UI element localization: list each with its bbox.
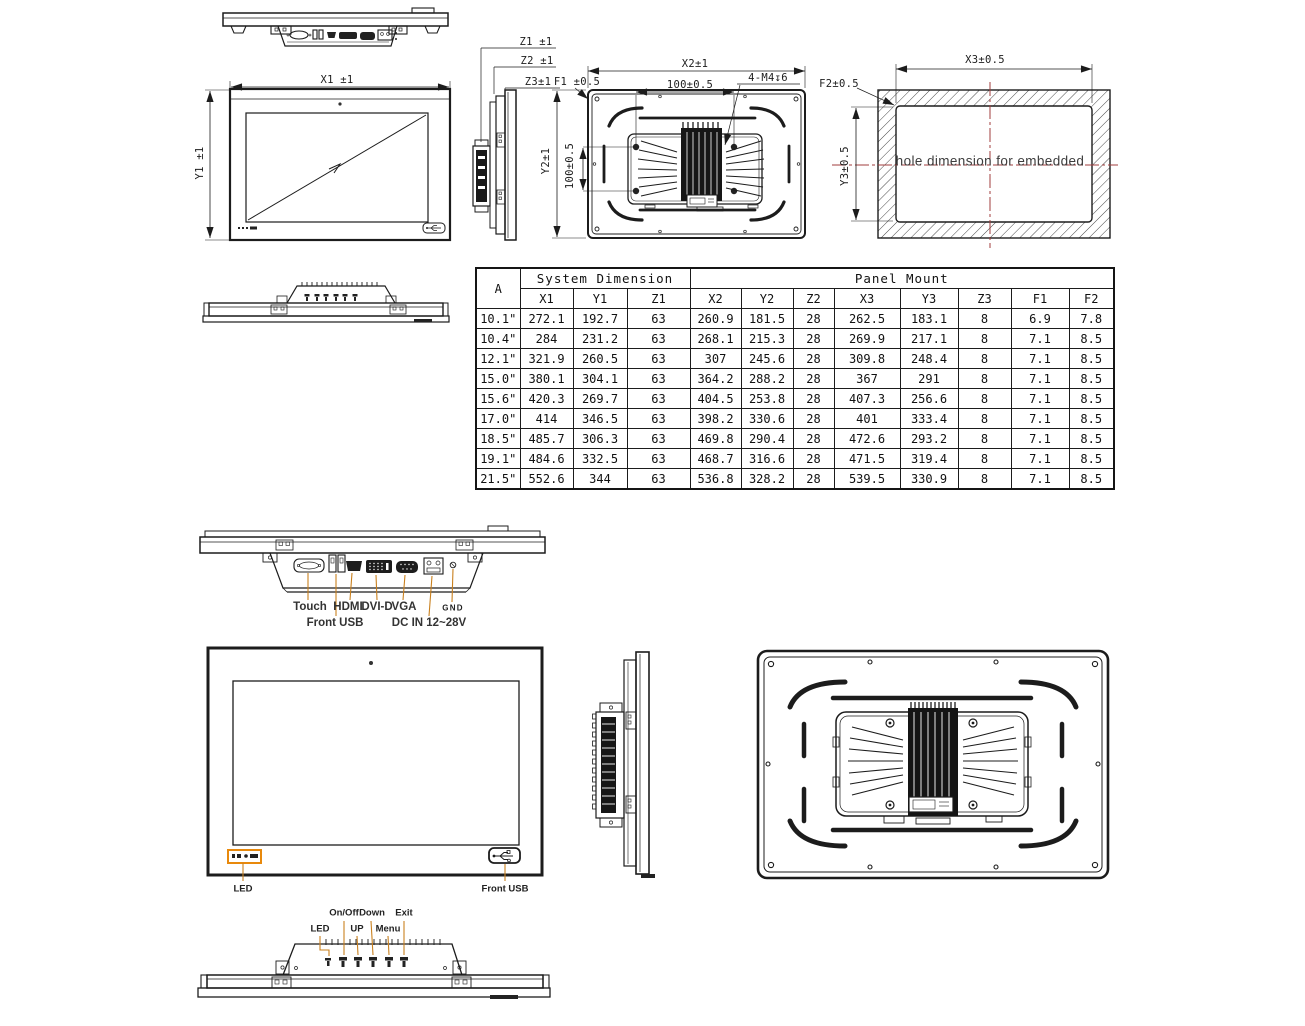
table-cell: 260.5 <box>573 349 627 369</box>
table-cell: 63 <box>627 369 690 389</box>
table-cell: 8.5 <box>1069 429 1114 449</box>
row-size-cell: 15.0" <box>476 369 520 389</box>
port-label-dvi: DVI-D <box>361 601 393 613</box>
front-usb-ports <box>329 555 345 572</box>
table-cell: 28 <box>793 369 834 389</box>
table-cell: 7.1 <box>1011 469 1069 490</box>
table-cell: 181.5 <box>741 309 793 329</box>
dim-label-vesa-v: 100±0.5 <box>564 142 576 190</box>
table-row <box>476 389 1114 409</box>
hdmi-port <box>346 561 362 571</box>
gnd-screw <box>450 562 456 568</box>
table-cell: 367 <box>834 369 900 389</box>
table-cell: 269.7 <box>573 389 627 409</box>
table-row <box>476 469 1114 490</box>
port-label-front-usb: Front USB <box>306 617 364 629</box>
table-cell: 28 <box>793 429 834 449</box>
table-cell: 262.5 <box>834 309 900 329</box>
table-cell: 28 <box>793 449 834 469</box>
side-view-bottom-drawing <box>593 652 656 878</box>
dim-label-x2: X2±1 <box>681 58 709 70</box>
column-header-y1: Y1 <box>573 289 627 309</box>
table-cell: 484.6 <box>520 449 573 469</box>
dvi-port <box>366 560 392 573</box>
table-cell: 471.5 <box>834 449 900 469</box>
table-cell: 7.1 <box>1011 409 1069 429</box>
row-size-cell: 10.1" <box>476 309 520 329</box>
table-cell: 552.6 <box>520 469 573 490</box>
table-cell: 7.1 <box>1011 329 1069 349</box>
table-cell: 253.8 <box>741 389 793 409</box>
table-cell: 8 <box>958 409 1011 429</box>
column-header-z2: Z2 <box>793 289 834 309</box>
table-cell: 404.5 <box>690 389 741 409</box>
table-cell: 288.2 <box>741 369 793 389</box>
dim-label-y3: Y3±0.5 <box>839 146 851 186</box>
table-cell: 8 <box>958 449 1011 469</box>
dim-label-z1: Z1 ±1 <box>519 36 553 48</box>
table-cell: 6.9 <box>1011 309 1069 329</box>
port-label-dc-in: DC IN 12~28V <box>391 617 467 629</box>
port-label-hdmi: HDMI <box>333 601 363 613</box>
column-header-z1: Z1 <box>627 289 690 309</box>
table-cell: 7.1 <box>1011 449 1069 469</box>
row-size-cell: 12.1" <box>476 349 520 369</box>
front-view-top-drawing <box>205 81 450 240</box>
led-indicator-box <box>228 850 261 863</box>
table-cell: 407.3 <box>834 389 900 409</box>
table-body <box>476 309 1114 490</box>
dc-in-terminal <box>424 558 443 574</box>
table-cell: 7.1 <box>1011 369 1069 389</box>
table-cell: 8.5 <box>1069 469 1114 490</box>
dim-label-y1: Y1 ±1 <box>194 146 206 180</box>
table-cell: 63 <box>627 469 690 490</box>
dim-label-z2: Z2 ±1 <box>520 55 554 67</box>
table-subheader-row <box>476 289 1114 309</box>
light-sensor-dot <box>369 661 373 665</box>
table-cell: 8 <box>958 429 1011 449</box>
table-cell: 8 <box>958 469 1011 490</box>
table-cell: 8.5 <box>1069 449 1114 469</box>
table-cell: 256.6 <box>900 389 958 409</box>
column-header-x3: X3 <box>834 289 900 309</box>
rear-view-top-drawing <box>552 66 805 238</box>
table-row <box>476 309 1114 329</box>
table-row <box>476 349 1114 369</box>
table-cell: 316.6 <box>741 449 793 469</box>
table-cell: 364.2 <box>690 369 741 389</box>
rear-view-bottom-drawing <box>758 651 1108 878</box>
table-cell: 8.5 <box>1069 329 1114 349</box>
dimension-table <box>475 267 1115 490</box>
table-cell: 63 <box>627 429 690 449</box>
column-header-y3: Y3 <box>900 289 958 309</box>
table-cell: 536.8 <box>690 469 741 490</box>
table-cell: 63 <box>627 329 690 349</box>
table-cell: 344 <box>573 469 627 490</box>
table-cell: 330.6 <box>741 409 793 429</box>
table-cell: 304.1 <box>573 369 627 389</box>
group-header-system-dimension: System Dimension <box>520 268 690 289</box>
table-cell: 472.6 <box>834 429 900 449</box>
table-cell: 183.1 <box>900 309 958 329</box>
table-cell: 63 <box>627 409 690 429</box>
table-cell: 28 <box>793 329 834 349</box>
osd-view-drawing <box>198 921 550 999</box>
table-cell: 8.5 <box>1069 409 1114 429</box>
bottom-view-top-drawing <box>223 8 448 46</box>
table-cell: 7.8 <box>1069 309 1114 329</box>
table-cell: 8.5 <box>1069 389 1114 409</box>
row-size-cell: 18.5" <box>476 429 520 449</box>
table-cell: 414 <box>520 409 573 429</box>
table-cell: 401 <box>834 409 900 429</box>
osd-label-on-off: On/Off <box>329 907 359 919</box>
led-indicator-marks <box>238 227 257 230</box>
table-cell: 346.5 <box>573 409 627 429</box>
osd-buttons <box>325 957 408 967</box>
front-leader-lines <box>243 863 505 881</box>
osd-buttons-small <box>305 294 358 301</box>
table-cell: 8 <box>958 349 1011 369</box>
top-view-drawing <box>203 282 449 322</box>
row-size-cell: 19.1" <box>476 449 520 469</box>
column-header-f1: F1 <box>1011 289 1069 309</box>
table-cell: 328.2 <box>741 469 793 490</box>
port-label-touch: Touch <box>293 601 327 613</box>
table-cell: 28 <box>793 349 834 369</box>
table-cell: 192.7 <box>573 309 627 329</box>
osd-label-menu: Menu <box>375 923 401 935</box>
table-cell: 420.3 <box>520 389 573 409</box>
table-row <box>476 429 1114 449</box>
row-size-cell: 10.4" <box>476 329 520 349</box>
table-cell: 485.7 <box>520 429 573 449</box>
table-cell: 8 <box>958 369 1011 389</box>
front-label-front-usb: Front USB <box>481 883 529 895</box>
table-cell: 7.1 <box>1011 429 1069 449</box>
table-cell: 215.3 <box>741 329 793 349</box>
dim-label-vesa-h: 100±0.5 <box>666 79 714 91</box>
table-cell: 28 <box>793 309 834 329</box>
table-cell: 268.1 <box>690 329 741 349</box>
table-cell: 28 <box>793 389 834 409</box>
dim-label-z3: Z3±1 <box>524 76 552 88</box>
table-cell: 8.5 <box>1069 349 1114 369</box>
touch-port <box>294 559 324 572</box>
table-cell: 7.1 <box>1011 349 1069 369</box>
table-cell: 468.7 <box>690 449 741 469</box>
table-cell: 380.1 <box>520 369 573 389</box>
table-cell: 231.2 <box>573 329 627 349</box>
table-cell: 8 <box>958 309 1011 329</box>
table-cell: 260.9 <box>690 309 741 329</box>
column-header-f2: F2 <box>1069 289 1114 309</box>
dim-label-f1: F1 ±0.5 <box>553 76 601 88</box>
table-cell: 539.5 <box>834 469 900 490</box>
table-cell: 63 <box>627 389 690 409</box>
table-cell: 321.9 <box>520 349 573 369</box>
osd-label-down: Down <box>359 907 385 919</box>
table-cell: 284 <box>520 329 573 349</box>
dim-label-f2: F2±0.5 <box>819 78 859 90</box>
table-cell: 63 <box>627 309 690 329</box>
table-cell: 28 <box>793 469 834 490</box>
column-header-x1: X1 <box>520 289 573 309</box>
dim-label-thread: 4-M4↧6 <box>748 72 788 84</box>
port-label-gnd: GND <box>442 603 464 613</box>
row-size-cell: 15.6" <box>476 389 520 409</box>
table-cell: 309.8 <box>834 349 900 369</box>
row-size-cell: 21.5" <box>476 469 520 490</box>
column-header-z3: Z3 <box>958 289 1011 309</box>
table-group-header-row <box>476 268 1114 289</box>
table-cell: 332.5 <box>573 449 627 469</box>
front-view-bottom-drawing <box>208 648 542 881</box>
column-header-x2: X2 <box>690 289 741 309</box>
osd-label-up: UP <box>350 923 364 935</box>
port-label-vga: VGA <box>391 601 417 613</box>
table-cell: 8 <box>958 389 1011 409</box>
row-size-cell: 17.0" <box>476 409 520 429</box>
corner-header: A <box>476 268 520 309</box>
table-cell: 269.9 <box>834 329 900 349</box>
table-row <box>476 369 1114 389</box>
usb-icon <box>423 223 445 233</box>
group-header-panel-mount: Panel Mount <box>690 268 1114 289</box>
osd-label-led: LED <box>310 923 330 935</box>
table-row <box>476 329 1114 349</box>
table-cell: 7.1 <box>1011 389 1069 409</box>
table-cell: 293.2 <box>900 429 958 449</box>
dim-label-x3: X3±0.5 <box>965 54 1005 66</box>
table-cell: 307 <box>690 349 741 369</box>
table-cell: 63 <box>627 449 690 469</box>
table-cell: 217.1 <box>900 329 958 349</box>
table-cell: 8.5 <box>1069 369 1114 389</box>
table-cell: 248.4 <box>900 349 958 369</box>
table-row <box>476 409 1114 429</box>
table-cell: 291 <box>900 369 958 389</box>
osd-label-exit: Exit <box>395 907 413 919</box>
dim-label-x1: X1 ±1 <box>320 74 354 86</box>
table-cell: 319.4 <box>900 449 958 469</box>
front-label-led: LED <box>233 883 253 895</box>
table-cell: 28 <box>793 409 834 429</box>
vga-port <box>396 561 418 573</box>
table-row <box>476 449 1114 469</box>
table-cell: 306.3 <box>573 429 627 449</box>
front-usb-icon <box>489 848 520 863</box>
table-cell: 272.1 <box>520 309 573 329</box>
cutout-caption: hole dimension for embedded <box>895 153 1085 169</box>
table-cell: 245.6 <box>741 349 793 369</box>
column-header-y2: Y2 <box>741 289 793 309</box>
table-cell: 333.4 <box>900 409 958 429</box>
table-cell: 469.8 <box>690 429 741 449</box>
table-cell: 398.2 <box>690 409 741 429</box>
dim-label-y2: Y2±1 <box>540 147 552 175</box>
table-cell: 290.4 <box>741 429 793 449</box>
table-cell: 8 <box>958 329 1011 349</box>
table-cell: 330.9 <box>900 469 958 490</box>
table-cell: 63 <box>627 349 690 369</box>
